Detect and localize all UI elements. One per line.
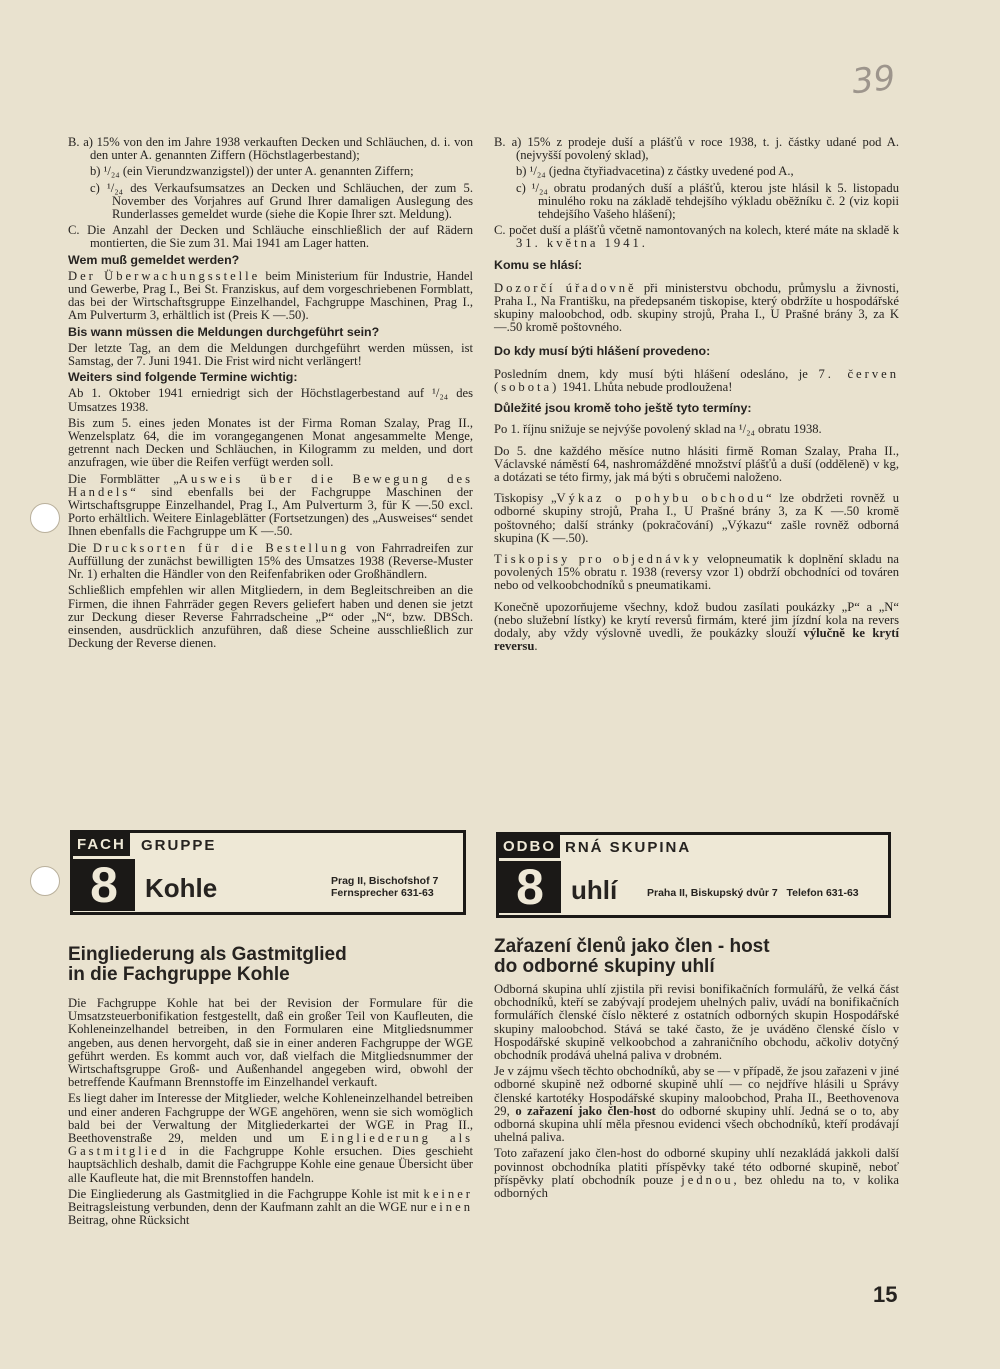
de-paragraph-monthly: Bis zum 5. eines jeden Monates ist der Firma Roman Szalay, Prag II., Wenzelsplatz 64, die im vorangegangenen Monat angesammelte Menge, getrennt nach Decken und Schläuchen, in Kilogramm zu melden, und dort anzufragen, wie über die Reifen verfügt werden soll. xyxy=(68,415,473,470)
cz-article-title xyxy=(494,937,899,977)
cz-item-b-c: c) ¹/₂₄ obratu prodaných duší a plášťů, kterou jste hlásil k 5. listopadu minulého roku na základě tehdejšího výkladu oběžníku č. 2 (viz kopii tehdejšího Vašeho hlášení); xyxy=(516,180,899,222)
box-cz-label-left: ODBO xyxy=(499,835,560,858)
cz-heading-who: Komu se hlásí: xyxy=(494,257,583,272)
cz-item-c xyxy=(494,224,899,250)
de-forms-b: “ sind ebenfalls bei der Fachgruppe Maschinen der Wirtschaftsgruppe Einzelhandel, Prag I., Am Pulverturm 3, für K —.50 excl. Porto erhältlich. Weitere Einlageblätter (Fortsetzungen) des „Ausweises“ sendet Ihnen ebenfalls die Fachgruppe um K —.50. xyxy=(68,484,473,539)
box-cz-address: Praha II, Biskupský dvůr 7 Telefon 631-63 xyxy=(647,887,859,899)
de-print-a: Die xyxy=(68,540,93,555)
de-article-p1: Die Fachgruppe Kohle hat bei der Revision der Formulare für die Umsatzsteuerbonifikation festgestellt, daß ein großer Teil von Kaufleuten, die Kohleneinzelhandel betreiben, in den Formularen eine Mitgliedsnummer angeben, aus denen hervorgeht, daß sie in einer anderen Fachgruppe der WGE geführt werden. Es kommt auch vor, daß vielfach die Mitgliedsnummer der Wirtschaftsgruppe Groß- und Außenhandel angegeben wird, obwohl der betreffende Kaufmann Brennstoffe im Einzelhandel verkauft. xyxy=(68,996,473,1090)
fachgruppe-kohle-box xyxy=(70,830,466,915)
cz-article-body xyxy=(494,983,899,1203)
cz-heading-dates: Důležité jsou kromě toho ještě tyto termíny: xyxy=(494,401,752,416)
cz-item-c-a: C. počet duší a plášťů včetně namontovaných na kolech, které máte na skladě k xyxy=(494,223,899,238)
cz-article-p3-jednou: jednou xyxy=(681,1172,734,1187)
cz-deadline-date: 7. červen (sobota) xyxy=(494,366,899,395)
de-article-title-line2: in die Fachgruppe Kohle xyxy=(68,964,290,985)
punch-hole-bottom xyxy=(30,866,60,896)
de-article-title xyxy=(68,945,473,985)
de-paragraph-who xyxy=(68,270,473,323)
de-paragraph-deadline: Der letzte Tag, an dem die Meldungen durchgeführt werden müssen, ist Samstag, der 7. Juni 1941. Die Frist wird nicht verlängert! xyxy=(68,340,473,369)
de-article-p2-a: Es liegt daher im Interesse der Mitglieder, welche Kohleneinzelhandel betreiben und einer anderen Fachgruppe der WGE angehören, wenn sie sich womöglich bald bei der Verwaltung der Mitgliederkartei der WGE in Prag II., Beethovenstraße 29, melden und um xyxy=(68,1091,473,1146)
box-cz-label-right: RNÁ SKUPINA xyxy=(565,839,692,856)
box-cz-number: 8 xyxy=(499,861,561,913)
cz-article-p3 xyxy=(494,1147,899,1200)
german-regulation-column xyxy=(68,136,473,653)
cz-article-p3-b: , bez ohledu na to, v kolika odborných xyxy=(494,1172,899,1201)
cz-item-b-b: b) ¹/₂₄ (jedna čtyřiadvacetina) z částky uvedené pod A., xyxy=(516,164,794,179)
de-print-b: von Fahrradreifen zur Auffüllung der zunächst bewilligten 15% des Umsatzes 1938 (Reverse-Muster Nr. 1) erhalten die Händler von den Reifenfabriken oder Großhändlern. xyxy=(68,540,473,582)
de-print-spaced: Drucksorten für die Bestellung xyxy=(92,540,350,555)
cz-paragraph-deadline xyxy=(494,368,899,394)
de-article-p3-c: Beitrag, ohne Rücksicht xyxy=(68,1213,190,1228)
odborna-skupina-uhli-box xyxy=(496,832,891,918)
cz-heading-deadline: Do kdy musí býti hlášení provedeno: xyxy=(494,343,711,358)
cz-article-p2 xyxy=(494,1065,899,1144)
de-spaced-authority: Der Überwachungsstelle xyxy=(68,268,261,283)
cz-article-title-line2: do odborné skupiny uhlí xyxy=(494,956,715,977)
cz-deadline-a: Posledním dnem, kdy musí býti hlášení odesláno, je xyxy=(494,366,819,381)
box-de-address-line2: Fernsprecher 631-63 xyxy=(331,887,434,899)
de-article-title-line1: Eingliederung als Gastmitglied xyxy=(68,944,347,965)
cz-closing-bold: výlučně ke krytí reversu xyxy=(494,626,899,654)
de-heading-who: Wem muß gemeldet werden? xyxy=(68,252,240,267)
de-forms-spaced: Ausweis über die Bewegung des Handels xyxy=(68,471,473,499)
cz-item-b-a: B. a) 15% z prodeje duší a plášťů v roce 1938, t. j. částky udané pod A. (nejvyšší povolený sklad), xyxy=(494,135,899,163)
de-paragraph-october: Ab 1. Oktober 1941 erniedrigt sich der Höchstlagerbestand auf ¹/₂₄ des Umsatzes 1938. xyxy=(68,386,473,414)
box-de-name: Kohle xyxy=(145,873,218,903)
de-paragraph-forms xyxy=(68,473,473,539)
cz-closing-a: Konečně upozorňujeme všechny, kdož budou zasílati poukázky „P“ a „N“ (nebo služební lístky) ke krytí reversů firmám, které jim jízdní kola na revers dodaly, aby vždy výslovně uvedli, že poukázky slouží xyxy=(494,599,899,641)
cz-article-p2-b: do odborné skupiny uhlí. Jedná se o to, aby odborná skupina uhlí měla přesnou evidenci všech obchodníků, kteří prodávají uhelná paliva. xyxy=(494,1103,899,1145)
cz-closing-c: . xyxy=(534,639,538,654)
cz-orders-text: velopneumatik k doplnění skladu na povolených 15% obratu r. 1938 (reversy vzor 1) obdrží obchodníci od továren nebo od velkoobchodníků s pneumatikami. xyxy=(494,552,899,593)
de-paragraph-who-text: beim Ministerium für Industrie, Handel und Gewerbe, Prag I., Bei St. Franziskus, auf dem vorgeschriebenen Formblatt, das bei der Wirtschaftsgruppe Einzelhandel, Fachgruppe Maschinen, Prag I., Am Pulverturm 3, erhältlich ist (Preis K —.50). xyxy=(68,268,473,323)
cz-forms-a: Tiskopisy „ xyxy=(494,491,557,506)
de-paragraph-closing: Schließlich empfehlen wir allen Mitgliedern, in dem Begleitschreiben an die Firmen, die ihnen Fahrräder gegen Revers geliefert haben und denen sie jetzt zur Deckung dieser Reverse Fahrradscheine „P“ oder „N“, bzw. DBSch. einsenden, ausdrücklich anzuführen, daß diese Scheine ausschließlich zur Deckung der Reverse dienen. xyxy=(68,583,473,651)
de-item-c: C. Die Anzahl der Decken und Schläuche einschließlich der auf Rädern montierten, die Sie zum 31. Mai 1941 am Lager hatten. xyxy=(68,223,473,251)
de-article-p3-a: Die Eingliederung als Gastmitglied in die Fachgruppe Kohle ist mit xyxy=(68,1186,424,1201)
box-cz-name: uhlí xyxy=(571,875,618,905)
cz-paragraph-closing xyxy=(494,601,899,654)
de-article-p2-spaced: Eingliederung als Gastmitglied xyxy=(68,1131,474,1159)
cz-deadline-b: 1941. Lhůta nebude prodloužena! xyxy=(559,380,733,395)
cz-article-p1: Odborná skupina uhlí zjistila při revisi bonifikačních formulářů, že velká část obchodníků, kteří se zabývají prodejem uhelných paliv, uvádí na bonifikačních formulářích členské číslo některé z ostatních odborných skupin Hospodářské skupiny maloobchod. Stává se také často, že je uváděno členské číslo v Hospodářské skupině velkoobchod a zahraničního obchodu, ačkoliv dotyčný obchodník prodává uhelná paliva v drobném. xyxy=(494,982,899,1063)
cz-article-title-line1: Zařazení členů jako člen - host xyxy=(494,936,770,957)
de-article-p3 xyxy=(68,1188,473,1228)
cz-paragraph-who xyxy=(494,282,899,335)
de-forms-a: Die Formblätter „ xyxy=(68,471,179,486)
de-article-body xyxy=(68,997,473,1230)
cz-item-c-date: 31. května 1941 xyxy=(516,236,642,251)
box-de-address xyxy=(331,875,438,899)
page-number: 15 xyxy=(873,1282,898,1307)
de-item-b-b: b) ¹/₂₄ (ein Vierundzwanzigstel)) der unter A. genannten Ziffern; xyxy=(90,164,414,179)
cz-article-p2-bold: o zařazení jako člen-host xyxy=(515,1103,656,1118)
cz-article-p2-a: Je v zájmu všech těchto obchodníků, aby se — v případě, že jsou zařazeni v jiné odborné skupině než odborné skupině uhlí — co nejdříve hlásili u Správy členské kartotéky Hospodářské skupiny maloobchod, Praha II., Beethovenova 29, xyxy=(494,1064,899,1118)
box-de-address-line1: Prag II, Bischofshof 7 xyxy=(331,875,439,887)
handwritten-page-mark: 39 xyxy=(850,57,898,103)
de-article-p2-b: in die Fachgruppe Kohle ersuchen. Dies geschieht hauptsächlich deshalb, damit die Fachgruppe Kohle eine genaue Übersicht über alle Kaufleute hat, die mit Brennstoffen handeln. xyxy=(68,1144,473,1185)
de-item-b-a: B. a) 15% von den im Jahre 1938 verkauften Decken und Schläuchen, d. i. von den unter A. genannten Ziffern (Höchstlagerbestand); xyxy=(68,135,473,163)
cz-spaced-authority: Dozorčí úřadovně xyxy=(494,280,637,295)
czech-regulation-column xyxy=(494,136,899,657)
de-item-b-c: c) ¹/₂₄ des Verkaufsumsatzes an Decken und Schläuchen, der zum 5. November des Vorjahres auf Grund Ihrer damaligen Auslegung des Runderlasses gemeldet wurde (siehe die Kopie Ihrer szt. Meldung). xyxy=(90,180,473,222)
de-article-p3-einen: einen xyxy=(430,1200,473,1215)
cz-paragraph-october: Po 1. říjnu snižuje se nejvýše povolený sklad na ¹/₂₄ obratu 1938. xyxy=(494,422,822,437)
box-de-label-right: GRUPPE xyxy=(141,837,217,854)
de-article-p2 xyxy=(68,1092,473,1184)
cz-paragraph-monthly: Do 5. dne každého měsíce nutno hlásiti firmě Roman Szalay, Praha II., Václavské náměstí 64, nashromážděné množství plášťů a duší (odděleně) v kg, a dotázati se této firmy, jak má býti s obručemi naloženo. xyxy=(494,443,899,485)
de-article-p3-b: Beitragsleistung verbunden, denn der Kaufmann zahlt an die WGE nur xyxy=(68,1200,431,1215)
de-heading-deadline: Bis wann müssen die Meldungen durchgeführt sein? xyxy=(68,324,380,339)
box-de-number: 8 xyxy=(73,859,135,911)
box-de-label-left: FACH xyxy=(73,833,130,856)
de-article-p3-keiner: keiner xyxy=(423,1186,473,1201)
cz-forms-b: “ lze obdržeti rovněž u odborné skupiny strojů, Praha I., U Prašné brány 3, za K —.50 kromě poštovného; další stránky (pokračování) „Výkazu“ zašle rovněž odborná skupina (K —.50). xyxy=(494,491,899,545)
cz-paragraph-forms xyxy=(494,492,899,545)
cz-forms-spaced: Výkaz o pohybu obchodu xyxy=(556,491,767,506)
cz-paragraph-who-text: při ministerstvu obchodu, průmyslu a živnosti, Praha I., Na Františku, na předepsaném tiskopise, který obdržíte u hospodářské skupiny maloobchod, odb. skupiny strojů, Praha I., U Prašné brány 3, za K —.50 kromě poštovného. xyxy=(494,280,899,335)
cz-article-p3-a: Toto zařazení jako člen-host do odborné skupiny uhlí nezakládá jakkoli další povinnost obchodníka platiti příspěvky také této odborné skupině, neboť příspěvky platí obchodník pouze xyxy=(494,1146,899,1187)
cz-paragraph-orders xyxy=(494,553,899,593)
cz-orders-spaced: Tiskopisy pro objednávky xyxy=(494,552,702,567)
cz-item-c-b: . xyxy=(641,236,645,251)
punch-hole-top xyxy=(30,503,60,533)
de-paragraph-printed-forms xyxy=(68,542,473,582)
de-heading-dates: Weiters sind folgende Termine wichtig: xyxy=(68,370,298,385)
